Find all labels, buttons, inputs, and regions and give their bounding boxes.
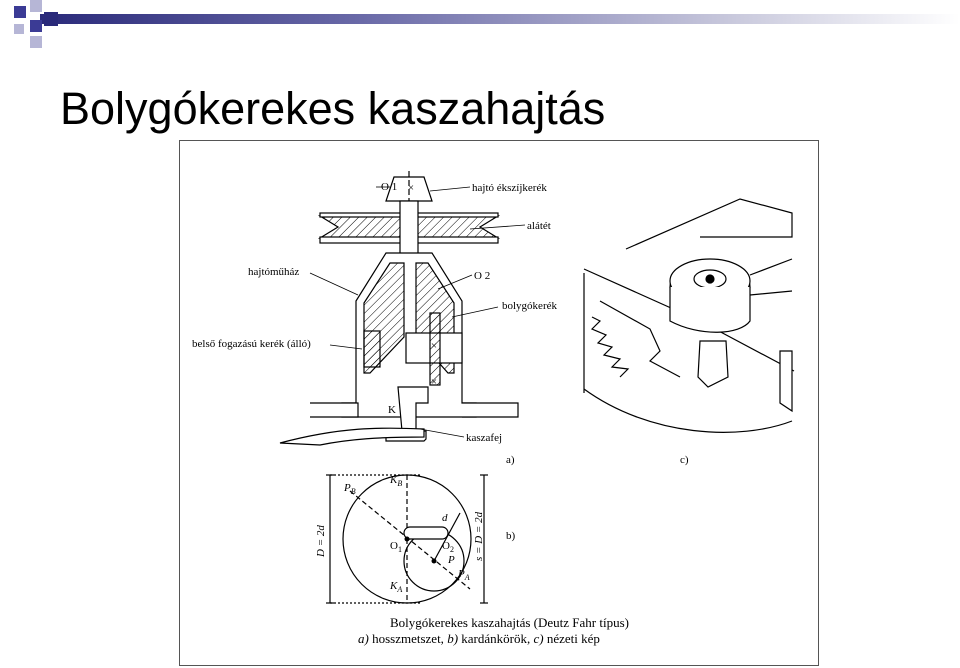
knife-blade xyxy=(280,428,424,445)
label-alatet: alátét xyxy=(527,220,551,232)
label-kaszafej: kaszafej xyxy=(466,432,503,444)
label-o2-top: O 2 xyxy=(474,270,491,282)
figure-drawing xyxy=(180,141,818,665)
svg-text:×: × xyxy=(430,340,438,352)
deco-square-2 xyxy=(30,0,42,12)
label-belso-fogazasu: belső fogazású kerék (álló) xyxy=(192,338,311,350)
perspective-view-c xyxy=(584,199,794,432)
label-o1-top: O 1 xyxy=(381,181,398,193)
deco-square-3 xyxy=(30,20,42,32)
label-d-small: d xyxy=(442,512,448,524)
deco-square-4 xyxy=(44,12,58,26)
label-k: K xyxy=(388,404,396,416)
label-o2-circle: $O_2$ xyxy=(442,540,454,554)
label-ka: $K_A$ xyxy=(390,580,403,594)
header-decoration xyxy=(0,0,960,50)
deco-square-1 xyxy=(14,6,26,18)
label-part-c: c) xyxy=(680,454,689,466)
label-p: P xyxy=(448,554,455,566)
technical-figure xyxy=(179,140,819,666)
label-o1-circle: $O_1$ xyxy=(390,540,402,554)
caption-line-1: Bolygókerekes kaszahajtás (Deutz Fahr típus) xyxy=(390,615,629,630)
section-drawing-a xyxy=(280,171,518,445)
label-s-eq-d: s = D = 2d xyxy=(473,511,485,561)
label-bolygokerek: bolygókerék xyxy=(502,300,557,312)
label-part-a: a) xyxy=(506,454,515,466)
deco-square-5 xyxy=(30,36,42,48)
header-gradient-bar xyxy=(40,14,960,24)
label-pa: $P_A$ xyxy=(458,568,470,582)
label-part-b: b) xyxy=(506,530,516,542)
label-d-eq-2d: D = 2d xyxy=(315,525,327,557)
deco-square-6 xyxy=(14,24,24,34)
label-hajtomuhaz: hajtóműház xyxy=(248,266,300,278)
caption-line-2: a) hosszmetszet, b) kardánkörök, c) nézeti kép xyxy=(358,631,600,646)
ring-gear xyxy=(364,331,380,367)
label-kb: $K_B$ xyxy=(390,474,403,488)
slide-title: Bolygókerekes kaszahajtás xyxy=(60,83,606,134)
label-hajto-ekszijkerek: hajtó ékszíjkerék xyxy=(472,182,547,194)
svg-text:×: × xyxy=(430,376,438,388)
label-pb: $P_B$ xyxy=(344,482,356,496)
svg-text:×: × xyxy=(407,182,415,194)
